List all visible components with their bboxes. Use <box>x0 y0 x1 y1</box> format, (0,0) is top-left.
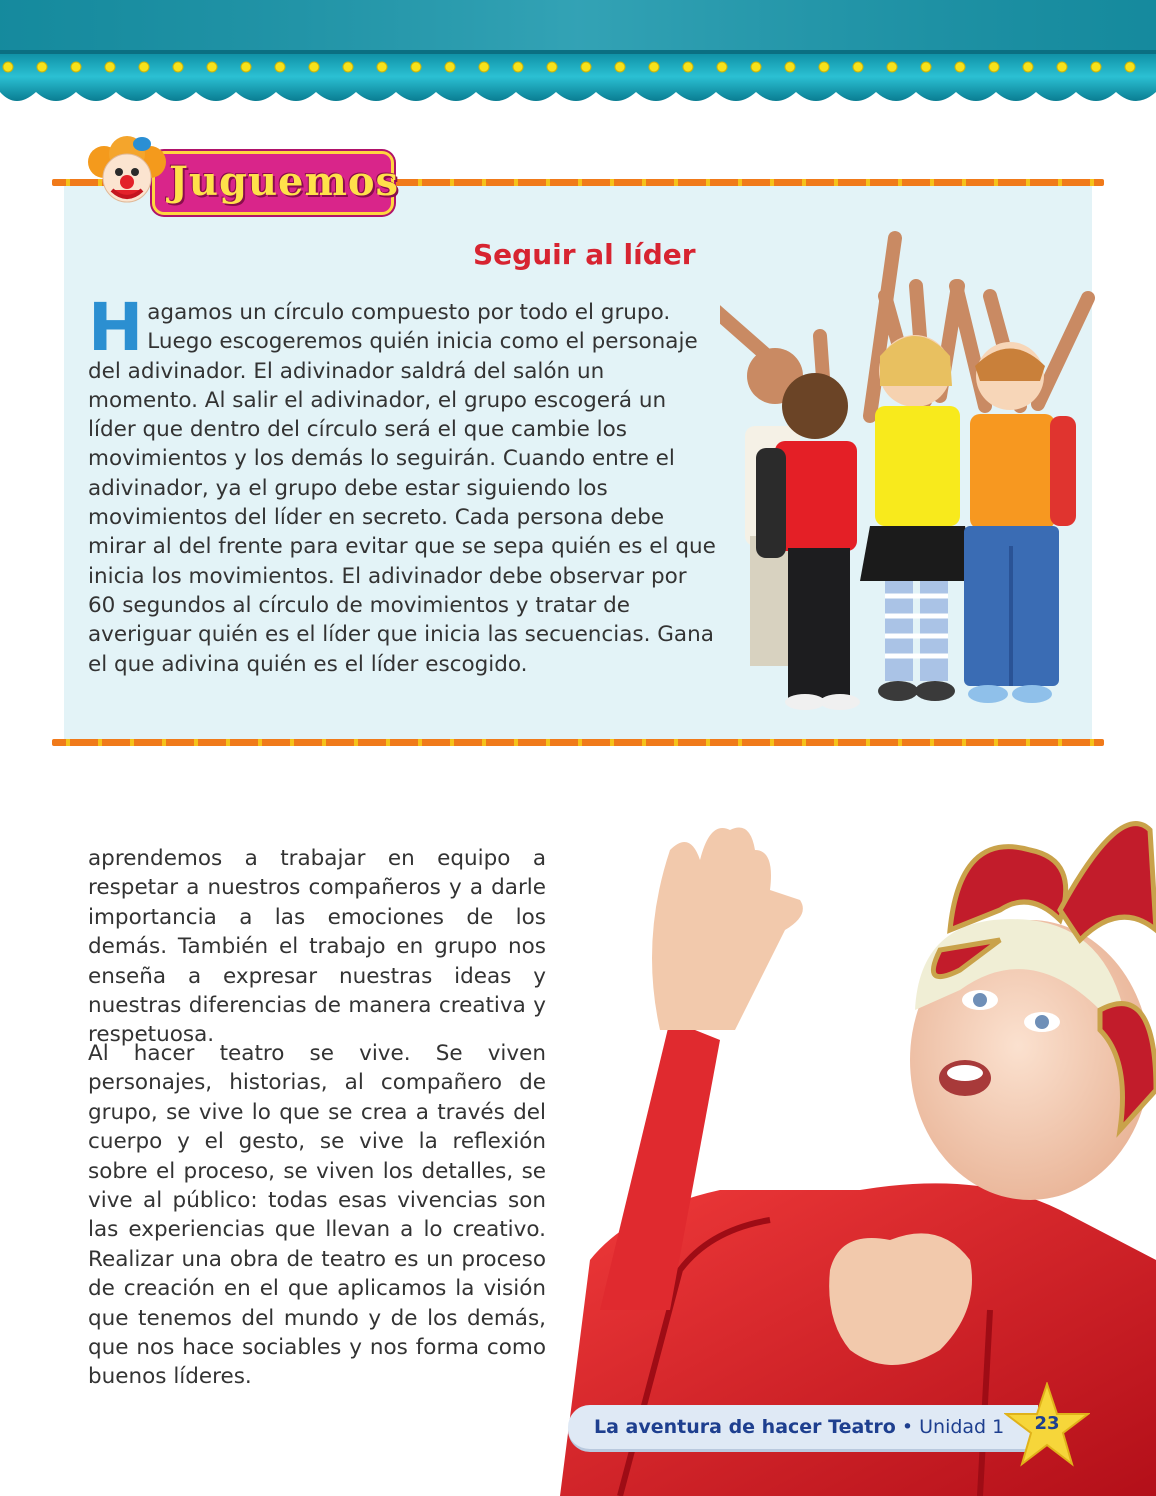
banner-bulb <box>241 62 251 72</box>
banner-bulb <box>1057 62 1067 72</box>
banner-bulb <box>479 62 489 72</box>
banner-bulb <box>853 62 863 72</box>
banner-bulb <box>513 62 523 72</box>
banner-bulb <box>751 62 761 72</box>
banner-bulb <box>343 62 353 72</box>
banner-bulb <box>275 62 285 72</box>
top-curtain-banner <box>0 0 1156 120</box>
banner-bulb <box>581 62 591 72</box>
banner-bulb <box>1125 62 1135 72</box>
banner-bulb <box>71 62 81 72</box>
banner-bulb <box>377 62 387 72</box>
banner-bulb <box>411 62 421 72</box>
banner-bulb <box>717 62 727 72</box>
banner-bulb <box>649 62 659 72</box>
game-instructions-text: agamos un círculo compuesto por todo el grupo. Luego escogeremos quién inicia como el personaje del adivinador. El adivinador saldrá del salón un momento. Al salir el adivinador, el grupo escogerá un líder que dentro del círculo será el que cambie los movimientos y los demás lo seguirán. Cuando entre el adivinador, ya el grupo debe estar siguiendo los movimientos del líder en secreto. Cada persona debe mirar al del frente para evitar que se sepa quién es el que inicia los movimientos. El adivinador debe observar por 60 segundos al círculo de movimientos y tratar de averiguar quién es el líder que inicia las secuencias. Gana el que adivina quién es el líder escogido. <box>88 300 716 677</box>
clown-icon <box>84 132 170 218</box>
banner-bulb <box>989 62 999 72</box>
footer-unit: Unidad 1 <box>919 1416 1005 1438</box>
banner-bulb <box>207 62 217 72</box>
banner-bulb <box>3 62 13 72</box>
paragraph-2: Al hacer teatro se vive. Se viven personajes, historias, al compañero de grupo, se vive lo que se crea a través del cuerpo y el gesto, se vive la reflexión sobre el proceso, se viven los detalles, se vive al público: todas esas vivencias son las experiencias que llevan a lo creativo. Realizar una obra de teatro es un proceso de creación en el que aplicamos la visión que tenemos del mundo y de los demás, que nos hace sociables y nos forma como buenos líderes. <box>88 1041 546 1390</box>
drop-cap: H <box>88 289 144 366</box>
game-title: Seguir al líder <box>473 238 696 271</box>
banner-bulb <box>547 62 557 72</box>
footer-book-title: La aventura de hacer Teatro <box>594 1416 896 1438</box>
banner-bulb <box>309 62 319 72</box>
banner-bulb <box>445 62 455 72</box>
footer-separator: • <box>901 1416 914 1438</box>
banner-bulb <box>683 62 693 72</box>
paragraph-1: aprendemos a trabajar en equipo a respetar a nuestros compañeros y a darle importancia a las emociones de los demás. También el trabajo en grupo nos enseña a expresar nuestras ideas y nuestras diferencias de manera creativa y respetuosa. <box>88 846 546 1048</box>
bottom-dashed-rule <box>52 739 1104 746</box>
banner-bulb <box>173 62 183 72</box>
game-instructions <box>88 289 720 679</box>
banner-bulb <box>139 62 149 72</box>
banner-bulb <box>1091 62 1101 72</box>
children-raising-arms-photo <box>720 226 1110 716</box>
banner-bulb <box>955 62 965 72</box>
page-number: 23 <box>1034 1413 1060 1434</box>
banner-bulb <box>887 62 897 72</box>
banner-bulb <box>819 62 829 72</box>
banner-bulb <box>615 62 625 72</box>
footer-text <box>594 1416 1004 1438</box>
section-tag-label: Juguemos <box>169 158 400 205</box>
section-tag <box>152 151 400 215</box>
banner-bulb <box>105 62 115 72</box>
banner-bulb <box>921 62 931 72</box>
banner-bulb <box>785 62 795 72</box>
banner-bulb <box>1023 62 1033 72</box>
banner-bulb <box>37 62 47 72</box>
